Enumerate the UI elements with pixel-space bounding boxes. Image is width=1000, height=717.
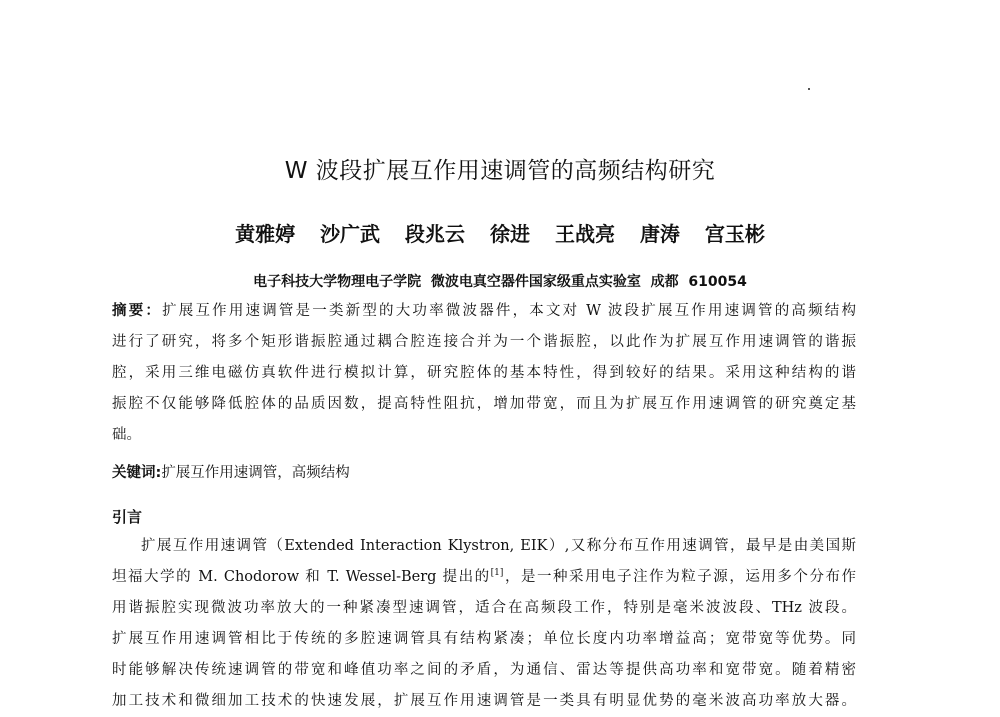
abstract-label: 摘要： bbox=[112, 303, 163, 319]
author-name: 宫玉彬 bbox=[704, 222, 765, 246]
affiliation: 电子科技大学物理电子学院 微波电真空器件国家级重点实验室 成都 610054 bbox=[253, 274, 747, 290]
citation-ref: [1] bbox=[490, 568, 504, 579]
keywords-text: 扩展互作用速调管，高频结构 bbox=[161, 465, 350, 481]
author-name: 黄雅婷 bbox=[235, 222, 296, 246]
author-name: 段兆云 bbox=[405, 222, 466, 246]
paper-title: W 波段扩展互作用速调管的高频结构研究 bbox=[284, 158, 716, 184]
section-heading-intro: 引言 bbox=[112, 508, 143, 526]
abstract bbox=[112, 296, 856, 451]
abstract-line: 振腔不仅能够降低腔体的品质因数，提高特性阻抗，增加带宽，而且为扩展互作用速调管的研究奠定基 bbox=[112, 396, 856, 412]
abstract-line: 腔，采用三维电磁仿真软件进行模拟计算，研究腔体的基本特性，得到较好的结果。采用这种结构的谐 bbox=[112, 365, 856, 381]
abstract-line: 进行了研究，将多个矩形谐振腔通过耦合腔连接合并为一个谐振腔，以此作为扩展互作用速调管的谐振 bbox=[112, 334, 856, 350]
abstract-line: 摘要：扩展互作用速调管是一类新型的大功率微波器件，本文对 W 波段扩展互作用速调管的高频结构 bbox=[112, 303, 856, 319]
author-name: 沙广武 bbox=[320, 222, 381, 246]
intro-line: 加工技术和微细加工技术的快速发展，扩展互作用速调管是一类具有明显优势的毫米波高功率放大器。 bbox=[112, 693, 856, 709]
intro-line: 扩展互作用速调管（Extended Interaction Klystron, EIK）,又称分布互作用速调管，最早是由美国斯 bbox=[141, 538, 856, 554]
author-list bbox=[0, 218, 1000, 247]
intro-line: 时能够解决传统速调管的带宽和峰值功率之间的矛盾，为通信、雷达等提供高功率和宽带宽。随着精密 bbox=[112, 662, 856, 678]
keywords-label: 关键词: bbox=[112, 465, 162, 481]
intro-line: 扩展互作用速调管相比于传统的多腔速调管具有结构紧凑；单位长度内功率增益高；宽带宽等优势。同 bbox=[112, 631, 856, 647]
author-name: 徐进 bbox=[490, 222, 530, 246]
intro-line: 用谐振腔实现微波功率放大的一种紧凑型速调管，适合在高频段工作，特别是毫米波波段、THz 波段。 bbox=[112, 600, 856, 616]
author-name: 王战亮 bbox=[554, 222, 615, 246]
keywords bbox=[112, 458, 856, 489]
abstract-line: 础。 bbox=[112, 427, 141, 443]
author-name: 唐涛 bbox=[639, 222, 680, 246]
scan-speck bbox=[808, 88, 810, 90]
intro-paragraph bbox=[112, 531, 856, 717]
intro-line: 坦福大学的 M. Chodorow 和 T. Wessel-Berg 提出的[1]，是一种采用电子注作为粒子源，运用多个分布作 bbox=[112, 568, 856, 585]
